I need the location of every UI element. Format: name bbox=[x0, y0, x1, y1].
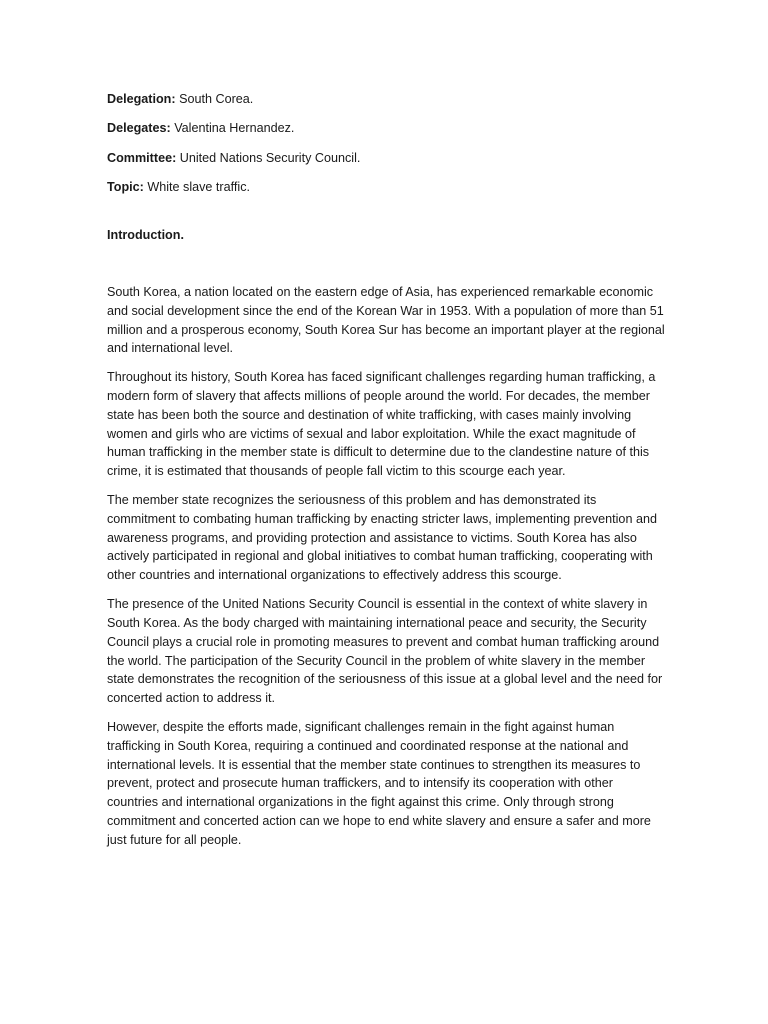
paragraph-5: However, despite the efforts made, significant challenges remain in the fight against human trafficking in South Korea, requiring a continued and coordinated response at the national and international levels. It is essential that the member state continues to strengthen its measures to prevent, protect and prosecute human traffickers, and to intensify its cooperation with other countries and international organizations in the fight against this crime. Only through strong commitment and concerted action can we hope to end white slavery and ensure a safer and more just future for all people. bbox=[107, 719, 651, 848]
topic-line bbox=[107, 178, 667, 197]
delegation-value: South Corea. bbox=[175, 92, 254, 106]
delegates-label: Delegates: bbox=[107, 121, 171, 136]
committee-label: Committee: bbox=[107, 150, 177, 165]
committee-line bbox=[107, 149, 667, 168]
introduction-paragraphs bbox=[107, 283, 667, 850]
delegates-line bbox=[107, 119, 667, 138]
delegates-value: Valentina Hernandez. bbox=[170, 121, 295, 136]
topic-label: Topic: bbox=[107, 179, 144, 194]
paragraph-1: South Korea, a nation located on the eastern edge of Asia, has experienced remarkable economic and social development since the end of the Korean War in 1953. With a population of more than 51 million and a prosperous economy, South Korea Sur has become an important player at the regional and international level. bbox=[107, 284, 665, 356]
delegation-line bbox=[107, 90, 667, 109]
document-body bbox=[107, 90, 667, 860]
paragraph-4: The presence of the United Nations Security Council is essential in the context of white slavery in South Korea. As the body charged with maintaining international peace and security, the Security Council plays a crucial role in promoting measures to prevent and combat human trafficking around the world. The participation of the Security Council in the problem of white slavery in the member state demonstrates the recognition of the seriousness of this issue at a global level and the need for concerted action to address it. bbox=[107, 596, 663, 706]
paragraph-3: The member state recognizes the seriousness of this problem and has demonstrated its commitment to combating human trafficking by enacting stricter laws, implementing prevention and awareness programs, and providing protection and assistance to victims. South Korea has also actively participated in regional and global initiatives to combat human trafficking, cooperating with other countries and international organizations to effectively address this scourge. bbox=[107, 492, 657, 583]
committee-value: United Nations Security Council. bbox=[176, 150, 361, 165]
delegation-label: Delegation: bbox=[107, 92, 176, 106]
topic-value: White slave traffic. bbox=[143, 179, 250, 194]
paragraph-2: Throughout its history, South Korea has faced significant challenges regarding human trafficking, a modern form of slavery that affects millions of people around the world. For decades, the member state has been both the source and destination of white trafficking, with cases mainly involving women and girls who are victims of sexual and labor exploitation. While the exact magnitude of human trafficking in the member state is difficult to determine due to the clandestine nature of this crime, it is estimated that thousands of people fall victim to this scourge each year. bbox=[107, 369, 656, 479]
introduction-heading: Introduction. bbox=[107, 227, 184, 242]
